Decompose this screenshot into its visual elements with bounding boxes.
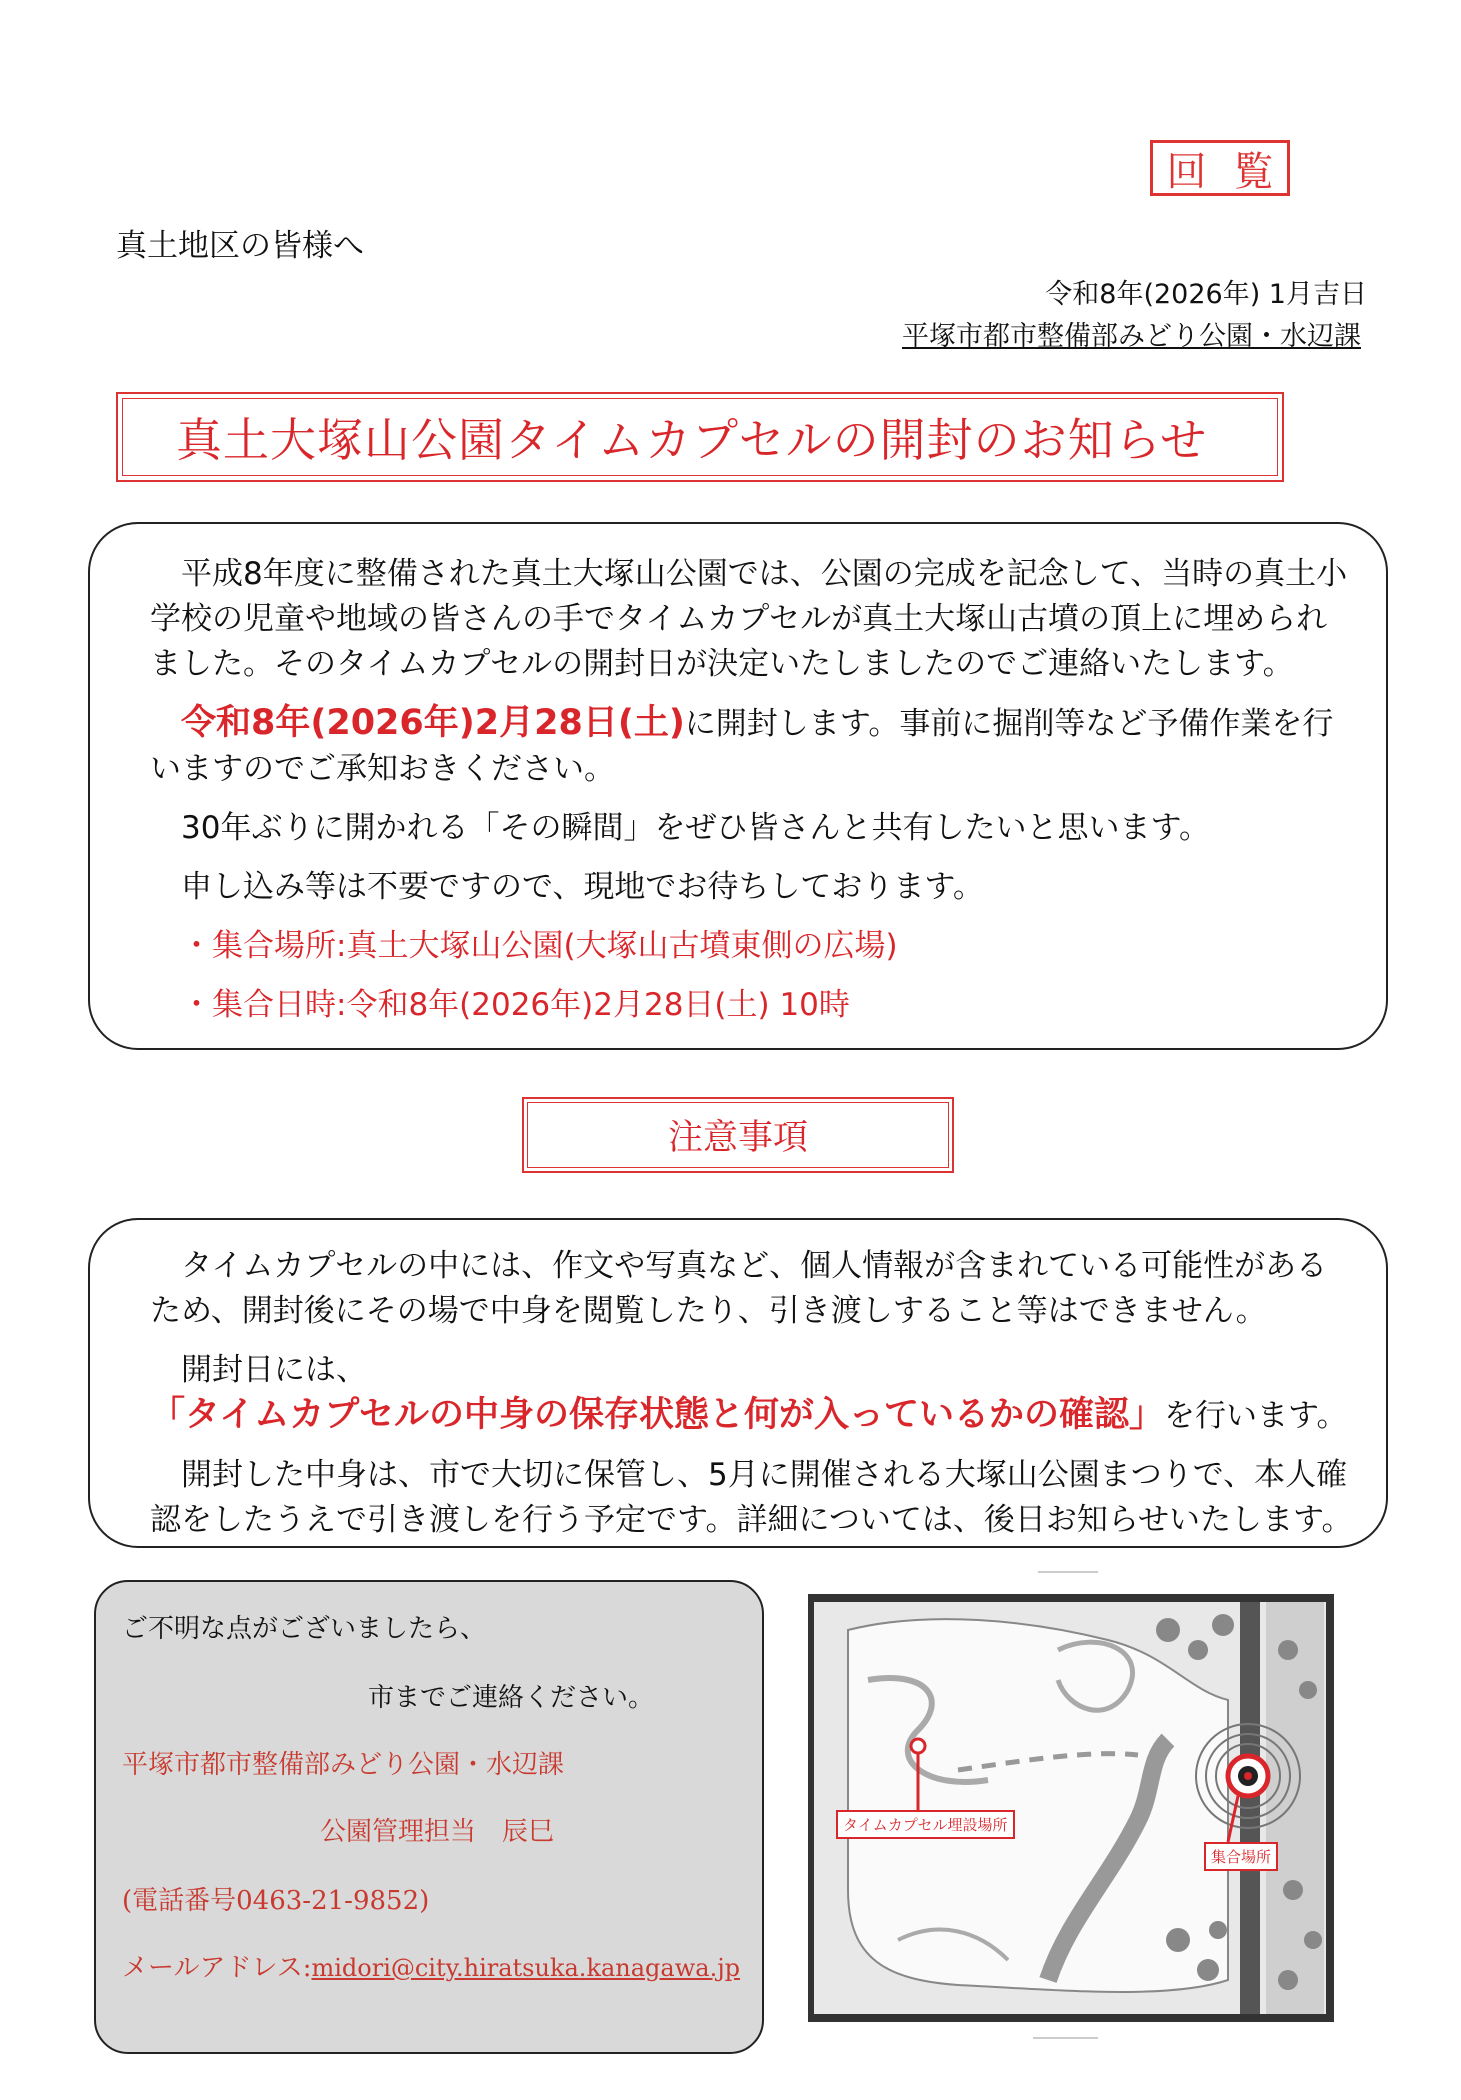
contact-phone: (電話番号0463-21-9852) [122,1886,430,1916]
contact-person: 公園管理担当 辰巳 [320,1817,555,1847]
meeting-datetime: ・集合日時:令和8年(2026年)2月28日(土) 10時 [181,987,850,1023]
contact-department: 平塚市都市整備部みどり公園・水辺課 [122,1750,565,1780]
page-title: 真土大塚山公園タイムカプセルの開封のお知らせ [176,413,1208,467]
notes-heading-box [522,1097,954,1173]
notes-p2-highlight: 「タイムカプセルの中身の保存状態と何が入っているかの確認」 [150,1395,1164,1435]
notes-paragraph-2 [150,1348,1356,1439]
stamp-char-1: 回 [1166,148,1207,195]
contact-email-link[interactable]: midori@city.hiratsuka.kanagawa.jp [311,1954,741,1982]
issuing-department: 平塚市都市整備部みどり公園・水辺課 [902,321,1361,352]
meeting-place: ・集合場所:真土大塚山公園(大塚山古墳東側の広場) [181,928,898,964]
notes-paragraph-3: 開封した中身は、市で大切に保管し、5月に開催される大塚山公園まつりで、本人確認をしたうえで引き渡しを行う予定です。詳細については、後日お知らせいたします。 [150,1457,1353,1538]
park-map-graphic [808,1560,1360,2050]
announcement-box [88,522,1388,1050]
contact-line-1: ご不明な点がございましたら、 [122,1614,487,1644]
meeting-place-label: 集合場所 [1204,1842,1278,1871]
announcement-paragraph-3: 30年ぶりに開かれる「その瞬間」をぜひ皆さんと共有したいと思います。 [181,810,1210,846]
announcement-paragraph-4: 申し込み等は不要ですので、現地でお待ちしております。 [181,869,984,905]
notes-p2-after: を行います。 [1163,1398,1348,1434]
capsule-location-label: タイムカプセル埋設場所 [836,1810,1015,1839]
contact-email-label: メールアドレス: [122,1953,312,1983]
notes-heading: 注意事項 [667,1118,808,1158]
notes-box [88,1218,1388,1548]
notes-p2-before: 開封日には、 [181,1352,367,1388]
announcement-paragraph-2-rest: に開封します。事前に掘削等など予備作業を行いますのでご承知おきください。 [150,706,1334,787]
notes-paragraph-1: タイムカプセルの中には、作文や写真など、個人情報が含まれている可能性があるため、開封後にその場で中身を閲覧したり、引き渡しすること等はできません。 [150,1248,1328,1329]
circulation-stamp [1150,140,1290,196]
addressee: 真土地区の皆様へ [116,228,364,264]
contact-email-line [122,1947,740,1984]
announcement-paragraph-1: 平成8年度に整備された真土大塚山公園では、公園の完成を記念して、当時の真土小学校の児童や地域の皆さんの手でタイムカプセルが真土大塚山古墳の頂上に埋められました。そのタイムカプセルの開封日が決定いたしましたのでご連絡いたします。 [150,556,1348,682]
announcement-paragraph-2 [150,701,1356,792]
issue-date: 令和8年(2026年) 1月吉日 [1045,279,1367,310]
contact-line-2: 市までご連絡ください。 [368,1683,655,1713]
park-map [808,1560,1360,2050]
contact-box [94,1580,764,2054]
title-box [116,392,1284,482]
stamp-char-2: 覧 [1233,148,1274,195]
opening-date-highlight: 令和8年(2026年)2月28日(土) [181,703,685,743]
